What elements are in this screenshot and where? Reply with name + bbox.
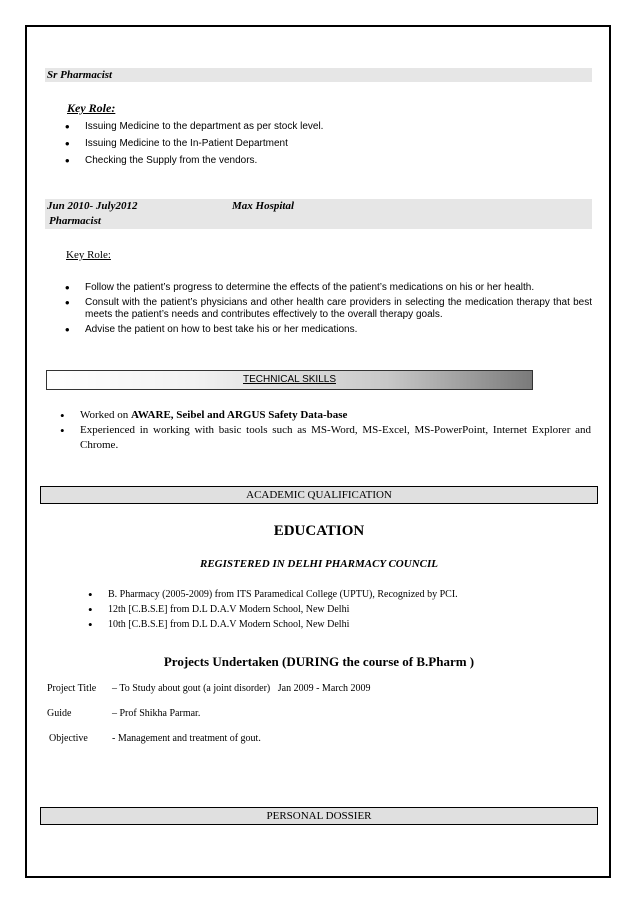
pharmacy-council-registration: REGISTERED IN DELHI PHARMACY COUNCIL (200, 558, 438, 570)
list-item: • Experienced in working with basic tools such as MS-Word, MS-Excel, MS-PowerPoint, Internet Explorer and Chrome. (80, 423, 591, 453)
job2-key-role-list (85, 282, 592, 336)
list-item: • B. Pharmacy (2005-2009) from ITS Paramedical College (UPTU), Recognized by PCI. (108, 587, 588, 602)
list-item: • Advise the patient on how to best take his or her medications. (85, 324, 592, 336)
academic-qualification-header (40, 486, 598, 504)
skill-databases: AWARE, Seibel and ARGUS Safety Data-base (131, 409, 348, 421)
objective-value: - Management and treatment of gout. (112, 733, 261, 744)
projects-heading: Projects Undertaken (DURING the course of B.Pharm ) (163, 654, 475, 669)
education-title: EDUCATION (273, 523, 365, 539)
sr-key-role-list (85, 118, 585, 169)
job2-dates: Jun 2010- July2012 (47, 200, 138, 212)
list-item: • Consult with the patient’s physicians and other health care providers in selecting the medication therapy that best meets the patient’s needs and contributes effectively to the overall therapy goals. (85, 297, 592, 321)
list-item: • 10th [C.B.S.E] from D.L D.A.V Modern School, New Delhi (108, 617, 588, 632)
list-item: • 12th [C.B.S.E] from D.L D.A.V Modern School, New Delhi (108, 602, 588, 617)
guide-value: – Prof Shikha Parmar. (112, 708, 201, 719)
list-item: • Issuing Medicine to the department as per stock level. (85, 118, 585, 135)
list-item: • Issuing Medicine to the In-Patient Department (85, 135, 585, 152)
list-item: • Follow the patient’s progress to determine the effects of the patient’s medications on his or her health. (85, 282, 592, 294)
personal-dossier-title: PERSONAL DOSSIER (266, 810, 372, 822)
sr-key-role-heading: Key Role: (67, 101, 116, 115)
list-item: • Checking the Supply from the vendors. (85, 152, 585, 169)
education-list (108, 587, 588, 632)
project-title-label: Project Title (47, 683, 97, 694)
job2-title: Pharmacist (49, 215, 101, 227)
job2-key-role-heading: Key Role: (66, 249, 111, 261)
technical-skills-list (80, 408, 591, 453)
technical-skills-title: TECHNICAL SKILLS (243, 374, 336, 385)
guide-label: Guide (47, 708, 72, 719)
sr-pharmacist-title: Sr Pharmacist (47, 69, 113, 81)
personal-dossier-header (40, 807, 598, 825)
objective-label: Objective (49, 733, 88, 744)
list-item (80, 408, 591, 423)
technical-skills-header (46, 370, 533, 390)
project-title-value: – To Study about gout (a joint disorder) Jan 2009 - March 2009 (112, 683, 371, 694)
academic-qualification-title: ACADEMIC QUALIFICATION (246, 489, 392, 501)
skill-prefix: Worked on (80, 409, 132, 421)
sr-pharmacist-band (45, 68, 592, 82)
job2-employer: Max Hospital (232, 200, 295, 212)
